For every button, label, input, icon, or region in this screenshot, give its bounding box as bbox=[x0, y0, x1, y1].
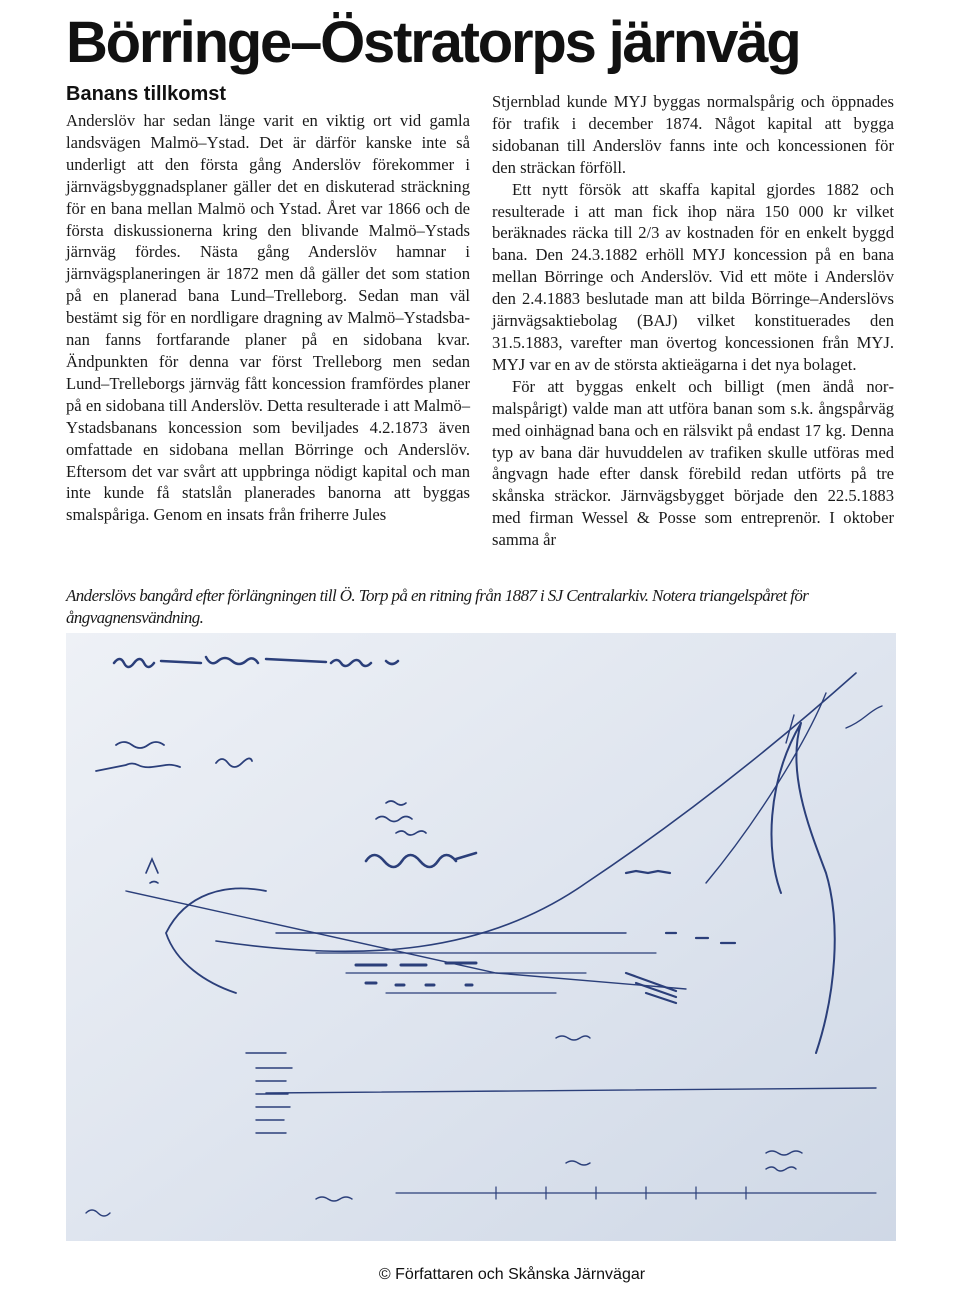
track-plan-svg bbox=[66, 633, 896, 1241]
right-paragraph-3: För att byggas enkelt och billigt (men ändå normalspårigt) valde man att utföra banan som s.k. ångspårväg med oinhägnad bana och en rälsvikt på endast 17 kg. Denna typ av bana där huvuddelen av trafiken skulle utföras med ångvagn hade efter dansk förebild redan utförts på tre skånska sträckor. Järnvägsbygget började den 22.5.1883 med firman Wessel & Posse som entreprenör. I oktober samma år bbox=[492, 376, 894, 550]
right-paragraph-2: Ett nytt försök att skaffa kapital gjordes 1882 och resulterade i att man fick ihop nära 150 000 kr vilket beräknades räcka till 2/3 av kostnaden för en enkelt byggd bana. Den 24.3.1882 erhöll MYJ koncession på en bana mellan Börringe och Anderslöv. Vid ett möte i Anderslöv den 2.4.1883 beslutade man att bilda Börringe–Anderslövs järnvägsaktiebolag (BAJ) vilket konstituerades den 31.5.1883, varefter man övertog koncessionen från MYJ. MYJ var en av de största aktieägarna i det nya bolaget. bbox=[492, 179, 894, 374]
section-heading: Banans tillkomst bbox=[66, 83, 227, 105]
right-text-column bbox=[492, 91, 894, 551]
copyright-credit: © Författaren och Skånska Järnvägar bbox=[378, 1266, 646, 1283]
left-paragraph-1: Anderslöv har sedan länge varit en viktig ort vid gamla landsvägen Malmö–Ystad. Det är därför kanske inte så underligt att den första gång Anderslöv förekommer i järnvägsbyggnadsplaner gäller det en diskuterad sträckning för en bana mellan Malmö och Ystad. Året var 1866 och de första diskussionerna kring den blivande Malmö–Ystads järnväg fördes. Nästa gång Anderslöv hamnar i järnvägsplaneringen är 1872 men då gäller det som station på en planerad bana Lund–Trelleborg. Sedan man väl bestämt sig för en nordligare dragning av Malmö–Ystadsbanan fanns fortfarande planer på en sidobana kvar. Ändpunkten för denna var först Trelleborg men sedan Lund–Trelleborgs järnväg fått koncession framfördes planer på en sidobana till Anderslöv. Detta resulterade i att Malmö–Ystadsbanans koncession som beviljades 4.2.1873 även omfattade en sidobana mellan Börringe och Anderslöv. Eftersom det var svårt att uppbringa nödigt kapital och man inte kunde få statslån planerades banorna att byggas smalspåriga. Genom en insats från friherre Jules bbox=[66, 111, 470, 525]
right-paragraph-1: Stjernblad kunde MYJ byggas normalspårig och öppnades för trafik i december 1874. Något kapital att bygga sidobanan till Anderslöv fanns inte och koncessionen för den sträckan förföll. bbox=[492, 92, 894, 177]
left-text-column bbox=[66, 110, 470, 526]
station-track-plan-drawing bbox=[66, 633, 896, 1241]
figure-caption: Anderslövs bangård efter förlängningen till Ö. Torp på en ritning från 1887 i SJ Centralarkiv. Notera triangelspåret för ångvagnensvändning. bbox=[66, 586, 809, 627]
article-title: Börringe–Östratorps järnväg bbox=[66, 10, 800, 75]
paper-background bbox=[66, 633, 896, 1241]
